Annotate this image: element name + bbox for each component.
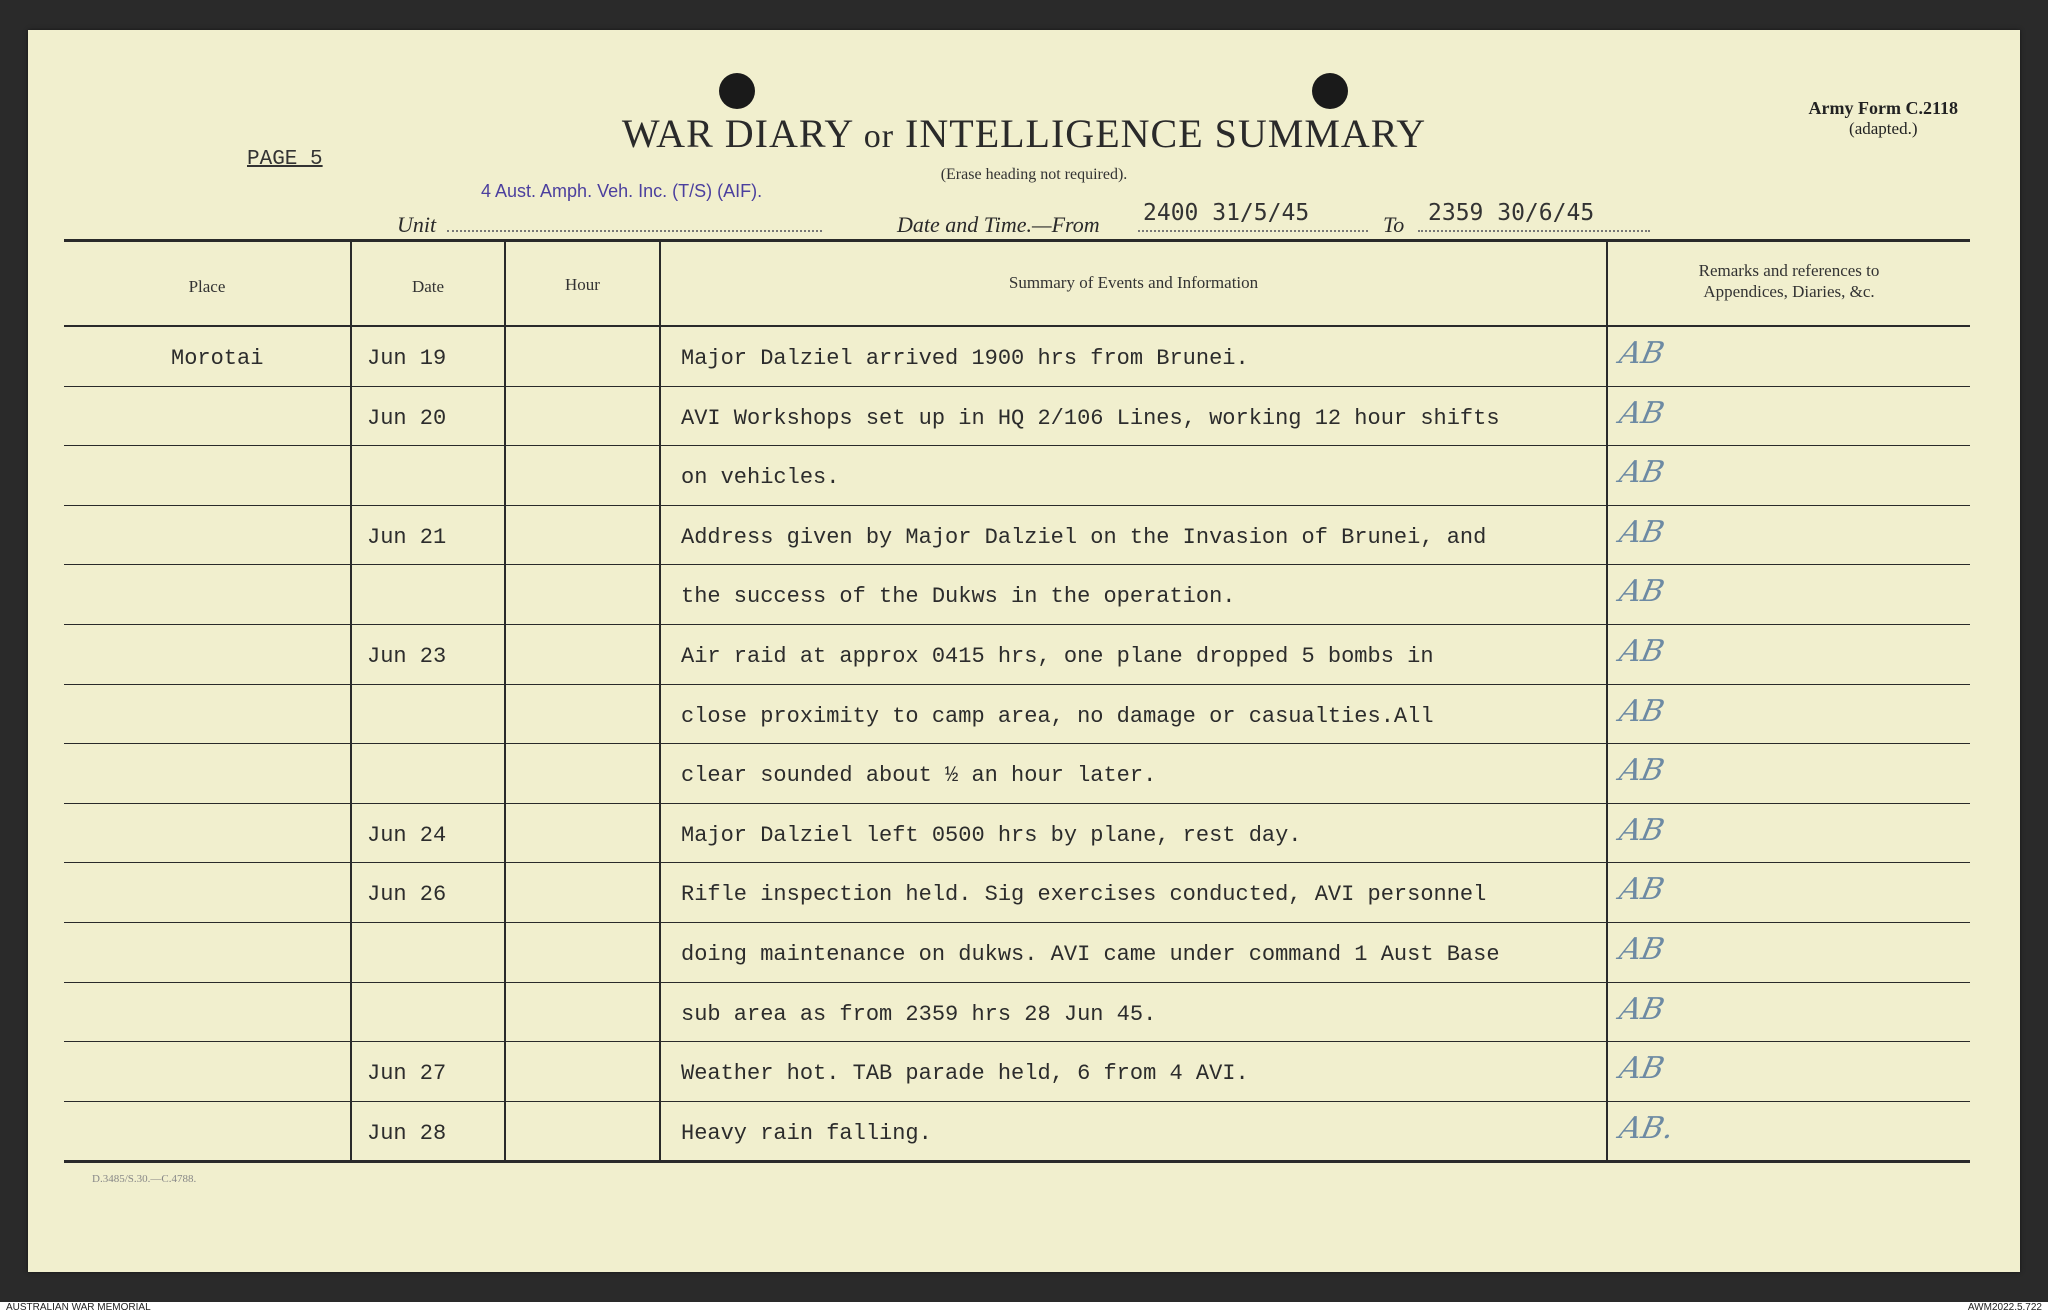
- row-rule: [64, 1101, 1970, 1102]
- entry-date: Jun 27: [367, 1061, 447, 1086]
- row-rule: [64, 922, 1970, 923]
- row-rule: [64, 803, 1970, 804]
- entry-summary: Major Dalziel arrived 1900 hrs from Brunei.: [681, 346, 1249, 371]
- entry-initials: AB: [1616, 932, 1668, 967]
- column-divider-place: [350, 240, 352, 1160]
- column-divider-summary: [1606, 240, 1608, 1160]
- entry-initials: AB: [1616, 694, 1668, 729]
- archive-reference: AWM2022.5.722: [1967, 1302, 2042, 1313]
- entry-initials: AB: [1616, 396, 1668, 431]
- entry-summary: AVI Workshops set up in HQ 2/106 Lines, working 12 hour shifts: [681, 406, 1500, 431]
- row-rule: [64, 1041, 1970, 1042]
- archive-name: AUSTRALIAN WAR MEMORIAL: [6, 1302, 151, 1313]
- to-value: 2359 30/6/45: [1428, 200, 1595, 226]
- title-or: or: [863, 118, 895, 155]
- row-rule: [64, 564, 1970, 565]
- column-divider-hour: [659, 240, 661, 1160]
- column-header-date: Date: [411, 277, 445, 296]
- entry-summary: clear sounded about ½ an hour later.: [681, 763, 1157, 788]
- entry-date: Jun 21: [367, 525, 447, 550]
- entry-initials: AB: [1616, 515, 1668, 550]
- column-divider-date: [504, 240, 506, 1160]
- entry-summary: sub area as from 2359 hrs 28 Jun 45.: [681, 1002, 1157, 1027]
- entry-initials: AB: [1616, 574, 1668, 609]
- entry-summary: Heavy rain falling.: [681, 1121, 932, 1146]
- row-rule: [64, 862, 1970, 863]
- row-rule: [64, 684, 1970, 685]
- entry-initials: AB: [1616, 753, 1668, 788]
- entry-place: Morotai: [171, 346, 264, 371]
- row-rule: [64, 743, 1970, 744]
- entry-initials: AB: [1616, 813, 1668, 848]
- punch-hole-left: [719, 73, 755, 109]
- unit-label: Unit: [397, 212, 437, 237]
- remarks-header-line-2: Appendices, Diaries, &c.: [1703, 282, 1875, 301]
- title-war-diary: WAR DIARY: [621, 111, 853, 156]
- entry-initials: AB: [1616, 1051, 1668, 1086]
- entry-initials: AB: [1616, 634, 1668, 669]
- entry-summary: Rifle inspection held. Sig exercises conducted, AVI personnel: [681, 882, 1487, 907]
- remarks-header-line-1: Remarks and references to: [1698, 261, 1880, 280]
- entry-initials: AB: [1616, 872, 1668, 907]
- to-label: To: [1383, 212, 1405, 237]
- column-header-remarks: [1608, 260, 1970, 302]
- entry-summary: Address given by Major Dalziel on the Invasion of Brunei, and: [681, 525, 1487, 550]
- entry-date: Jun 19: [367, 346, 447, 371]
- column-header-hour: Hour: [565, 275, 600, 294]
- subtitle: (Erase heading not required).: [940, 166, 1128, 183]
- entry-date: Jun 28: [367, 1121, 447, 1146]
- archive-footer: [0, 1302, 2048, 1315]
- to-dotted-line: [1418, 230, 1650, 232]
- entry-date: Jun 20: [367, 406, 447, 431]
- entry-summary: the success of the Dukws in the operation.: [681, 584, 1236, 609]
- entry-initials: AB: [1616, 992, 1668, 1027]
- entry-summary: Major Dalziel left 0500 hrs by plane, rest day.: [681, 823, 1302, 848]
- entry-summary: Weather hot. TAB parade held, 6 from 4 AVI.: [681, 1061, 1249, 1086]
- column-header-place: Place: [188, 277, 226, 296]
- entry-summary: doing maintenance on dukws. AVI came under command 1 Aust Base: [681, 942, 1500, 967]
- from-value: 2400 31/5/45: [1143, 200, 1310, 226]
- entry-initials: AB.: [1616, 1111, 1677, 1146]
- title-intelligence-summary: INTELLIGENCE SUMMARY: [905, 111, 1427, 156]
- entry-date: Jun 26: [367, 882, 447, 907]
- table-bottom-rule: [64, 1160, 1970, 1163]
- row-rule: [64, 982, 1970, 983]
- row-rule: [64, 386, 1970, 387]
- entry-summary: close proximity to camp area, no damage or casualties.All: [681, 704, 1434, 729]
- row-rule: [64, 445, 1970, 446]
- row-rule: [64, 624, 1970, 625]
- entry-date: Jun 24: [367, 823, 447, 848]
- page-number: PAGE 5: [247, 148, 323, 171]
- entry-summary: on vehicles.: [681, 465, 840, 490]
- form-number-text: Army Form C.2118: [1808, 98, 1958, 118]
- entry-initials: AB: [1616, 455, 1668, 490]
- form-adapted-text: (adapted.): [1849, 119, 1918, 138]
- punch-hole-right: [1312, 73, 1348, 109]
- unit-dotted-line: [447, 230, 822, 232]
- unit-stamp: 4 Aust. Amph. Veh. Inc. (T/S) (AIF).: [481, 181, 763, 201]
- date-time-label: Date and Time.—From: [897, 212, 1100, 237]
- print-code: D.3485/S.30.—C.4788.: [92, 1173, 197, 1185]
- entry-initials: AB: [1616, 336, 1668, 371]
- entry-date: Jun 23: [367, 644, 447, 669]
- column-header-summary: Summary of Events and Information: [1008, 273, 1259, 292]
- army-form-number: [1809, 98, 1958, 139]
- from-dotted-line: [1138, 230, 1368, 232]
- entry-summary: Air raid at approx 0415 hrs, one plane dropped 5 bombs in: [681, 644, 1434, 669]
- row-rule: [64, 505, 1970, 506]
